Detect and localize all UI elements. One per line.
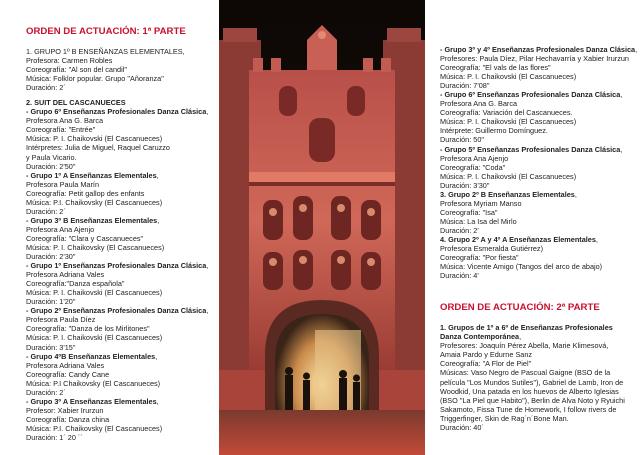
program-line-text: Duración: 1´ 20 ´´ <box>26 432 83 442</box>
program-line-text: - Grupo 1º A Enseñanzas Elementales <box>26 170 157 180</box>
program-line <box>26 98 216 107</box>
program-line-text: Profesora Myriam Manso <box>440 198 522 208</box>
program-line <box>26 333 216 342</box>
program-line-text: Profesora Adriana Vales <box>26 360 105 370</box>
program-line-text: Profesora Ana Ajenjo <box>440 153 509 163</box>
program-line <box>440 414 636 423</box>
program-line <box>26 306 216 315</box>
program-line <box>26 415 216 424</box>
program-line-text: y Paula Vicario. <box>26 152 77 162</box>
program-line-text: Duración: 2' <box>440 225 479 235</box>
program-line <box>26 397 216 406</box>
program-line <box>440 378 636 387</box>
program-line-suffix: , <box>206 306 209 316</box>
program-line <box>26 261 216 270</box>
program-line-text: - Grupo 3º y 4º Enseñanzas Profesionales Danza Clásica <box>440 45 636 54</box>
program-line-text: Triggerfinger, Skin de Rag´n´Bone Man. <box>440 413 569 423</box>
program-line <box>26 143 216 152</box>
program-line <box>26 83 216 92</box>
right-column <box>440 45 636 432</box>
program-line-text: - Grupo 1º Enseñanzas Profesionales Danza Clásica <box>26 261 207 271</box>
program-line-text: Coreografía: Candy Cane <box>26 369 110 379</box>
arch-photo <box>219 0 425 455</box>
program-line <box>440 208 636 217</box>
program-line <box>26 352 216 361</box>
program-line-text: Coreografía: "Coda" <box>440 162 506 172</box>
program-line-text: Intérprete: Guillermo Domínguez. <box>440 126 548 136</box>
program-line <box>440 396 636 405</box>
program-line <box>26 171 216 180</box>
program-line-text: Danza Contemporánea <box>440 332 520 342</box>
program-line-text: Música: P.I Chaikovsky (El Cascanueces) <box>26 378 161 388</box>
program-line <box>26 225 216 234</box>
left-column <box>26 26 216 442</box>
program-line-text: Coreografía: "El vals de las flores" <box>440 63 551 73</box>
program-line <box>440 90 636 99</box>
program-line-text: Coreografía: "Danza de los Mirlitones" <box>26 324 150 334</box>
program-line-text: - Grupo 5º Enseñanzas Profesionales Danza Clásica <box>440 144 621 154</box>
program-line <box>26 379 216 388</box>
program-line-text: Música: Vicente Amigo (Tangos del arco de abajo) <box>440 262 603 272</box>
program-line <box>440 359 636 368</box>
program-line <box>440 271 636 280</box>
program-line-text: (BSO "La Piel que Habito"), Berlin de Alva Noto y Ryuichi <box>440 395 625 405</box>
program-line <box>440 350 636 359</box>
program-line <box>26 198 216 207</box>
program-line-suffix: , <box>620 90 623 100</box>
program-line-text: - Grupo 4ºB Enseñanzas Elementales <box>26 351 156 361</box>
program-line <box>440 253 636 262</box>
program-line <box>26 270 216 279</box>
program-line <box>26 234 216 243</box>
program-line <box>26 107 216 116</box>
program-line <box>26 74 216 83</box>
program-line-text: Música: P.I. Chaikovsky (El Cascanueces) <box>26 423 163 433</box>
program-line <box>26 134 216 143</box>
program-line-text: Música: La Isa del Mirlo <box>440 216 517 226</box>
program-line-suffix: , <box>156 396 159 406</box>
program-line-text: Coreografía: "Isa" <box>440 207 498 217</box>
program-line <box>440 341 636 350</box>
program-line <box>440 332 636 341</box>
program-line-text: - Grupo 3º B Enseñanzas Elementales <box>26 215 158 225</box>
program-line-text: Coreografía: "Clara y Cascanueces" <box>26 233 144 243</box>
program-line <box>26 288 216 297</box>
program-line <box>26 65 216 74</box>
program-line-text: - Grupo 3º A Enseñanzas Elementales <box>26 396 157 406</box>
program-line <box>26 343 216 352</box>
program-line <box>26 424 216 433</box>
part1-title: ORDEN DE ACTUACIÓN: 1ª PARTE <box>26 26 186 37</box>
program-line-text: Profesora Ana Ajenjo <box>26 224 95 234</box>
program-line-text: - Grupo 6º Enseñanzas Profesionales Danza Clásica <box>440 90 621 100</box>
right-list-part2 <box>440 323 636 432</box>
program-line <box>440 126 636 135</box>
program-line-text: Profesora Adriana Vales <box>26 270 105 280</box>
program-line <box>26 297 216 306</box>
program-line-text: Profesora: Carmen Robles <box>26 56 113 66</box>
program-line-suffix: , <box>155 351 158 361</box>
program-line-suffix: , <box>574 189 577 199</box>
program-line <box>26 180 216 189</box>
program-line <box>440 190 636 199</box>
program-line-text: Coreografía: "Por fiesta" <box>440 253 519 263</box>
program-line-text: Woodkid, Una patada en los huevos de Alberto Iglesias <box>440 386 619 396</box>
program-line-text: Música: P. I. Chaikovski (El Cascanueces) <box>440 117 577 127</box>
program-line <box>440 368 636 377</box>
program-line-suffix: , <box>156 170 159 180</box>
program-line-text: Duración: 2´ <box>26 83 66 93</box>
program-line <box>26 406 216 415</box>
program-line-suffix: , <box>157 215 160 225</box>
program-line-text: Profesora Ana G. Barca <box>26 116 104 126</box>
program-line-text: - Grupo 6º Enseñanzas Profesionales Danza Clásica <box>26 107 207 117</box>
program-line <box>440 235 636 244</box>
program-line <box>26 162 216 171</box>
program-line <box>440 99 636 108</box>
program-line-text: Música: P. I. Chaikovski (El Cascanueces) <box>26 134 163 144</box>
program-line-text: Duración: 4' <box>440 271 479 281</box>
program-line-text: Profesora Paula Díez <box>26 315 96 325</box>
program-line <box>440 154 636 163</box>
program-line-text: 3. Grupo 2º B Enseñanzas Elementales <box>440 189 575 199</box>
program-line <box>440 63 636 72</box>
program-line-text: Música: P. I. Chaikovsky (El Cascanueces) <box>26 242 165 252</box>
program-line-text: Duración: 2´ <box>26 206 66 216</box>
program-line-text: Intérpretes: Julia de Miguel, Raquel Caruzzo <box>26 143 170 153</box>
program-line <box>26 207 216 216</box>
program-line <box>440 199 636 208</box>
program-line-text: Duración: 3'15" <box>26 342 76 352</box>
program-line <box>440 181 636 190</box>
program-line <box>440 117 636 126</box>
program-line-text: Música: P.I. Chaikovsky (El Cascanueces) <box>26 197 163 207</box>
program-line-text: 1. GRUPO 1º B ENSEÑANZAS ELEMENTALES <box>26 47 183 56</box>
program-line <box>440 323 636 332</box>
program-line <box>26 370 216 379</box>
program-line-text: Profesores: Joaquín Pérez Abella, Marie Klimesová, <box>440 341 609 351</box>
program-line-text: Profesora Paula Marín <box>26 179 100 189</box>
program-line <box>26 216 216 225</box>
program-line-text: película "Los Mundos Sutiles"), Gabriel de Lamb, Iron de <box>440 377 624 387</box>
program-line-suffix: , <box>620 144 623 154</box>
program-line <box>26 116 216 125</box>
program-line-suffix: , <box>519 332 522 342</box>
program-line-text: Coreografía: "Al son del candil" <box>26 65 127 75</box>
program-line-text: Profesora Esmeralda Gutiérrez) <box>440 244 544 254</box>
program-line-text: Músicas: Vaso Negro de Pascual Gaigne (BSO de la <box>440 368 611 378</box>
program-line <box>440 163 636 172</box>
program-line <box>26 433 216 442</box>
program-line-suffix: , <box>206 261 209 271</box>
program-line-text: Coreografía: Variación del Cascanueces. <box>440 108 573 118</box>
program-line <box>26 315 216 324</box>
program-line-text: Música: P. I. Chaikovski (El Cascanueces) <box>26 288 163 298</box>
program-line-text: 4. Grupo 2º A y 4º A Enseñanzas Elementales <box>440 234 596 244</box>
program-line <box>440 217 636 226</box>
program-line <box>440 81 636 90</box>
part2-title: ORDEN DE ACTUACIÓN: 2ª PARTE <box>440 302 600 314</box>
program-line <box>26 56 216 65</box>
program-line-text: Profesores: Paula Díez, Pilar Hechavarría y Xabier Irurzun <box>440 54 629 64</box>
program-line <box>440 405 636 414</box>
program-line <box>26 361 216 370</box>
program-line <box>440 108 636 117</box>
program-line-text: Música: P. I. Chaikovski (El Cascanueces) <box>440 171 577 181</box>
program-line <box>26 125 216 134</box>
program-line-text: Música: P. I. Chaikovski (El Cascanueces) <box>440 72 577 82</box>
program-line-text: Sakamoto, Fissa Tune de Homework, I follow rivers de <box>440 404 617 414</box>
program-line-text: Duración: 40´ <box>440 422 484 432</box>
program-line-text: Duración: 2'30" <box>26 252 76 262</box>
left-list <box>26 47 216 442</box>
program-line <box>26 324 216 333</box>
program-line-text: Coreografía: "A Flor de Piel" <box>440 359 532 369</box>
program-line-text: Profesor: Xabier Irurzun <box>26 405 104 415</box>
program-line <box>26 252 216 261</box>
program-line <box>26 189 216 198</box>
program-line-text: - Grupo 2º Enseñanzas Profesionales Danza Clásica <box>26 306 207 316</box>
program-line <box>440 387 636 396</box>
program-line <box>440 244 636 253</box>
program-line-text: Duración: 1'20" <box>26 297 76 307</box>
program-line-text: Música: Folklor popular. Grupo "Añoranza" <box>26 74 164 84</box>
program-line-text: Amaia Pardo y Edurne Sanz <box>440 350 533 360</box>
program-line-text: Coreografía: Danza china <box>26 414 110 424</box>
program-line <box>440 135 636 144</box>
program-line <box>26 47 216 56</box>
program-line <box>26 243 216 252</box>
program-line-text: 2. SUIT DEL CASCANUECES <box>26 98 126 108</box>
program-line <box>440 145 636 154</box>
program-line <box>440 423 636 432</box>
program-line-text: Duración: 7'08" <box>440 81 490 91</box>
program-line <box>440 72 636 81</box>
program-line-suffix: , <box>595 234 598 244</box>
program-line-text: Duración: 2´ <box>26 387 66 397</box>
program-line-suffix: , <box>635 45 638 54</box>
program-line <box>440 172 636 181</box>
program-line-text: Coreografía: "Entrée" <box>26 125 96 135</box>
program-line-text: Música: P. I. Chaikovski (El Cascanueces) <box>26 333 163 343</box>
program-line-text: Duración: 3'30" <box>440 180 490 190</box>
program-line <box>26 388 216 397</box>
program-line <box>440 54 636 63</box>
program-line-suffix: , <box>182 47 185 56</box>
program-line-text: Coreografía: Petit gallop des enfants <box>26 188 145 198</box>
program-line-text: Duración: 2'50" <box>26 161 76 171</box>
arch-illustration <box>219 0 425 455</box>
program-line-text: 1. Grupos de 1º a 6º de Enseñanzas Profesionales <box>440 323 613 333</box>
program-line <box>440 226 636 235</box>
program-line <box>26 153 216 162</box>
program-line <box>26 279 216 288</box>
program-line-suffix: , <box>206 107 209 117</box>
program-line-text: Profesora Ana G. Barca <box>440 99 518 109</box>
program-line <box>440 45 636 54</box>
program-line <box>440 262 636 271</box>
program-line-text: Coreografía:"Danza española" <box>26 279 125 289</box>
right-list-part1 <box>440 45 636 280</box>
program-line-text: Duración: 50" <box>440 135 484 145</box>
